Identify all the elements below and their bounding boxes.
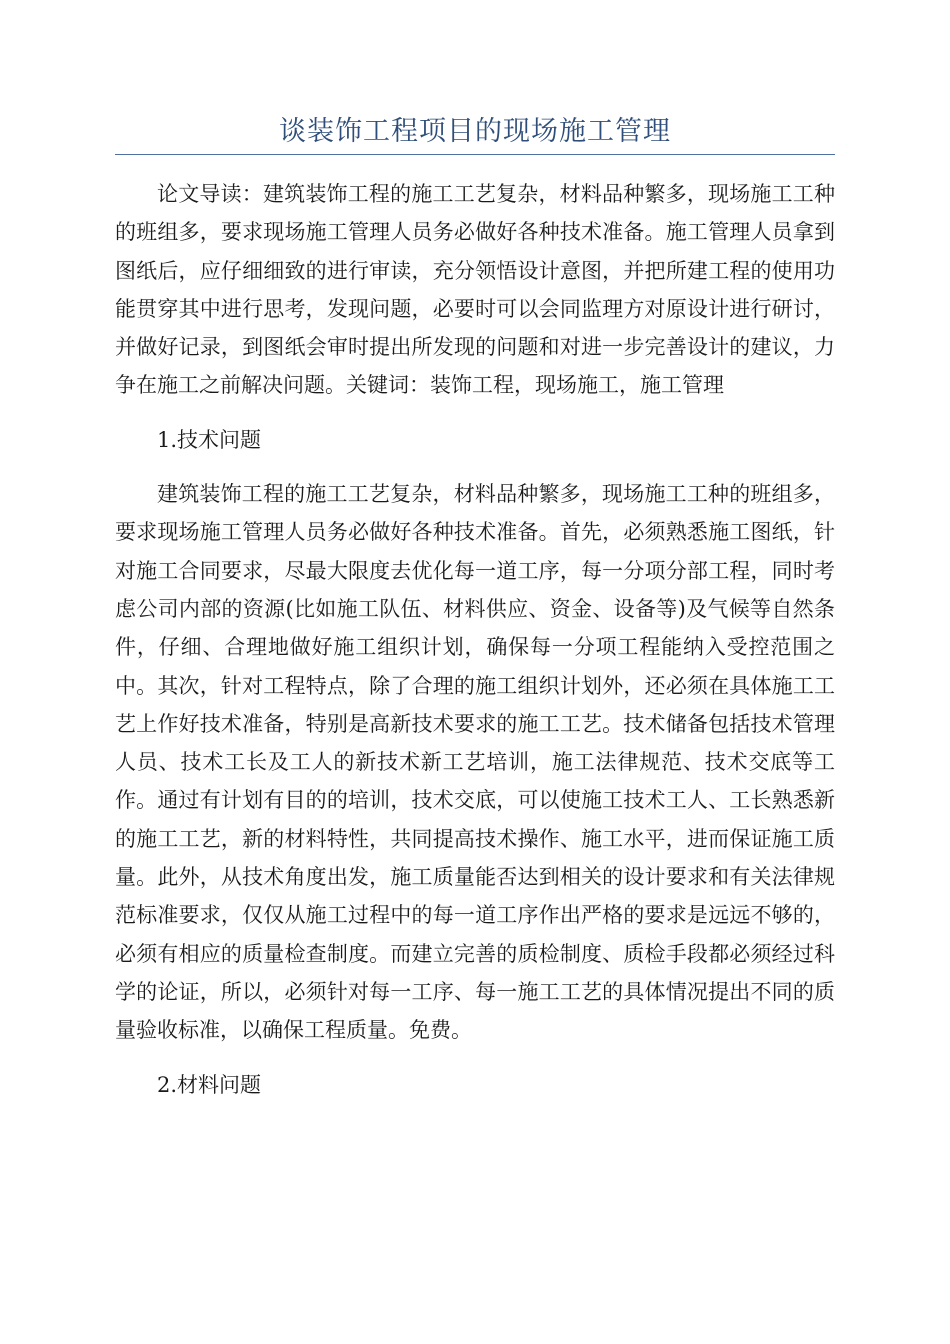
paragraph-gap (115, 459, 835, 475)
paragraph-gap (115, 405, 835, 421)
document-body (115, 175, 835, 1104)
document-title: 谈装饰工程项目的现场施工管理 (279, 116, 671, 147)
abstract-paragraph: 论文导读：建筑装饰工程的施工工艺复杂，材料品种繁多，现场施工工种的班组多，要求现场施工管理人员务必做好各种技术准备。施工管理人员拿到图纸后，应仔细细致的进行审读，充分领悟设计意图，并把所建工程的使用功能贯穿其中进行思考，发现问题，必要时可以会同监理方对原设计进行研讨，并做好记录，到图纸会审时提出所发现的问题和对进一步完善设计的建议，力争在施工之前解决问题。关键词：装饰工程，现场施工，施工管理 (115, 182, 835, 398)
paragraph-gap (115, 1050, 835, 1066)
section-heading-materials: 2.材料问题 (157, 1072, 262, 1097)
section-paragraph-technical: 建筑装饰工程的施工工艺复杂，材料品种繁多，现场施工工种的班组多，要求现场施工管理人员务必做好各种技术准备。首先，必须熟悉施工图纸，针对施工合同要求，尽最大限度去优化每一道工序，每一分项分部工程，同时考虑公司内部的资源(比如施工队伍、材料供应、资金、设备等)及气候等自然条件，仔细、合理地做好施工组织计划，确保每一分项工程能纳入受控范围之中。其次，针对工程特点，除了合理的施工组织计划外，还必须在具体施工工艺上作好技术准备，特别是高新技术要求的施工工艺。技术储备包括技术管理人员、技术工长及工人的新技术新工艺培训，施工法律规范、技术交底等工作。通过有计划有目的的培训，技术交底，可以使施工技术工人、工长熟悉新的施工工艺，新的材料特性，共同提高技术操作、施工水平，进而保证施工质量。此外，从技术角度出发，施工质量能否达到相关的设计要求和有关法律规范标准要求，仅仅从施工过程中的每一道工序作出严格的要求是远远不够的，必须有相应的质量检查制度。而建立完善的质检制度、质检手段都必须经过科学的论证，所以，必须针对每一工序、每一施工工艺的具体情况提出不同的质量验收标准，以确保工程质量。免费。 (115, 482, 835, 1043)
section-heading-technical: 1.技术问题 (157, 427, 262, 452)
title-underline (115, 154, 835, 155)
